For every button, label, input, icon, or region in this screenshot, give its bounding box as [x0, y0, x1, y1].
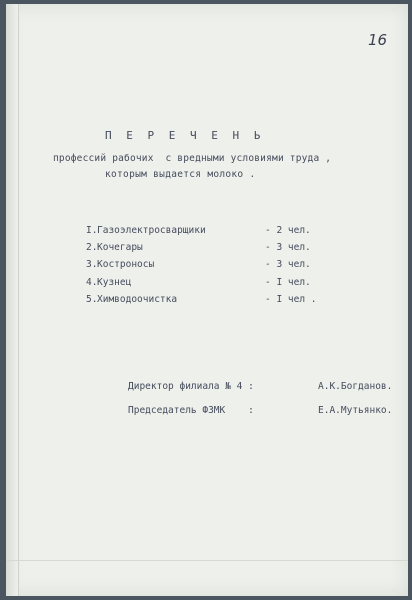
document-subtitle-line-2: которым выдается молоко . [105, 169, 256, 180]
list-item-profession: Химводоочистка [97, 294, 178, 305]
signature-row [128, 405, 398, 419]
signatory-position: Председатель ФЗМК : [128, 405, 254, 416]
list-item [86, 242, 326, 256]
list-item-profession: Кочегары [97, 242, 143, 253]
list-item [86, 259, 326, 273]
list-item-profession: Газоэлектросварщики [97, 225, 206, 236]
list-item-number: 4. [86, 277, 98, 288]
list-item-count: - 2 чел. [265, 225, 311, 236]
list-item-number: 2. [86, 242, 98, 253]
list-item-number: I. [86, 225, 98, 236]
signature-row [128, 381, 398, 395]
signatory-name: Е.А.Мутьянко. [318, 405, 393, 416]
list-item-count: - 3 чел. [265, 259, 311, 270]
document-page [6, 4, 408, 596]
handwritten-page-number: 16 [368, 31, 388, 49]
list-item [86, 225, 326, 239]
list-item-number: 5. [86, 294, 98, 305]
document-subtitle-line-1: профессий рабочих с вредными условиями труда , [53, 153, 332, 164]
list-item [86, 294, 326, 308]
list-item-count: - I чел . [265, 294, 317, 305]
page-fold-line [6, 560, 408, 561]
list-item-number: 3. [86, 259, 98, 270]
list-item-count: - I чел. [265, 277, 311, 288]
signatory-name: А.К.Богданов. [318, 381, 393, 392]
binding-edge [6, 4, 19, 596]
list-item [86, 277, 326, 291]
list-item-profession: Костроносы [97, 259, 155, 270]
list-item-profession: Кузнец [97, 277, 132, 288]
signatory-position: Директор филиала № 4 : [128, 381, 254, 392]
list-item-count: - 3 чел. [265, 242, 311, 253]
document-title: П Е Р Е Ч Е Н Ь [105, 129, 265, 142]
